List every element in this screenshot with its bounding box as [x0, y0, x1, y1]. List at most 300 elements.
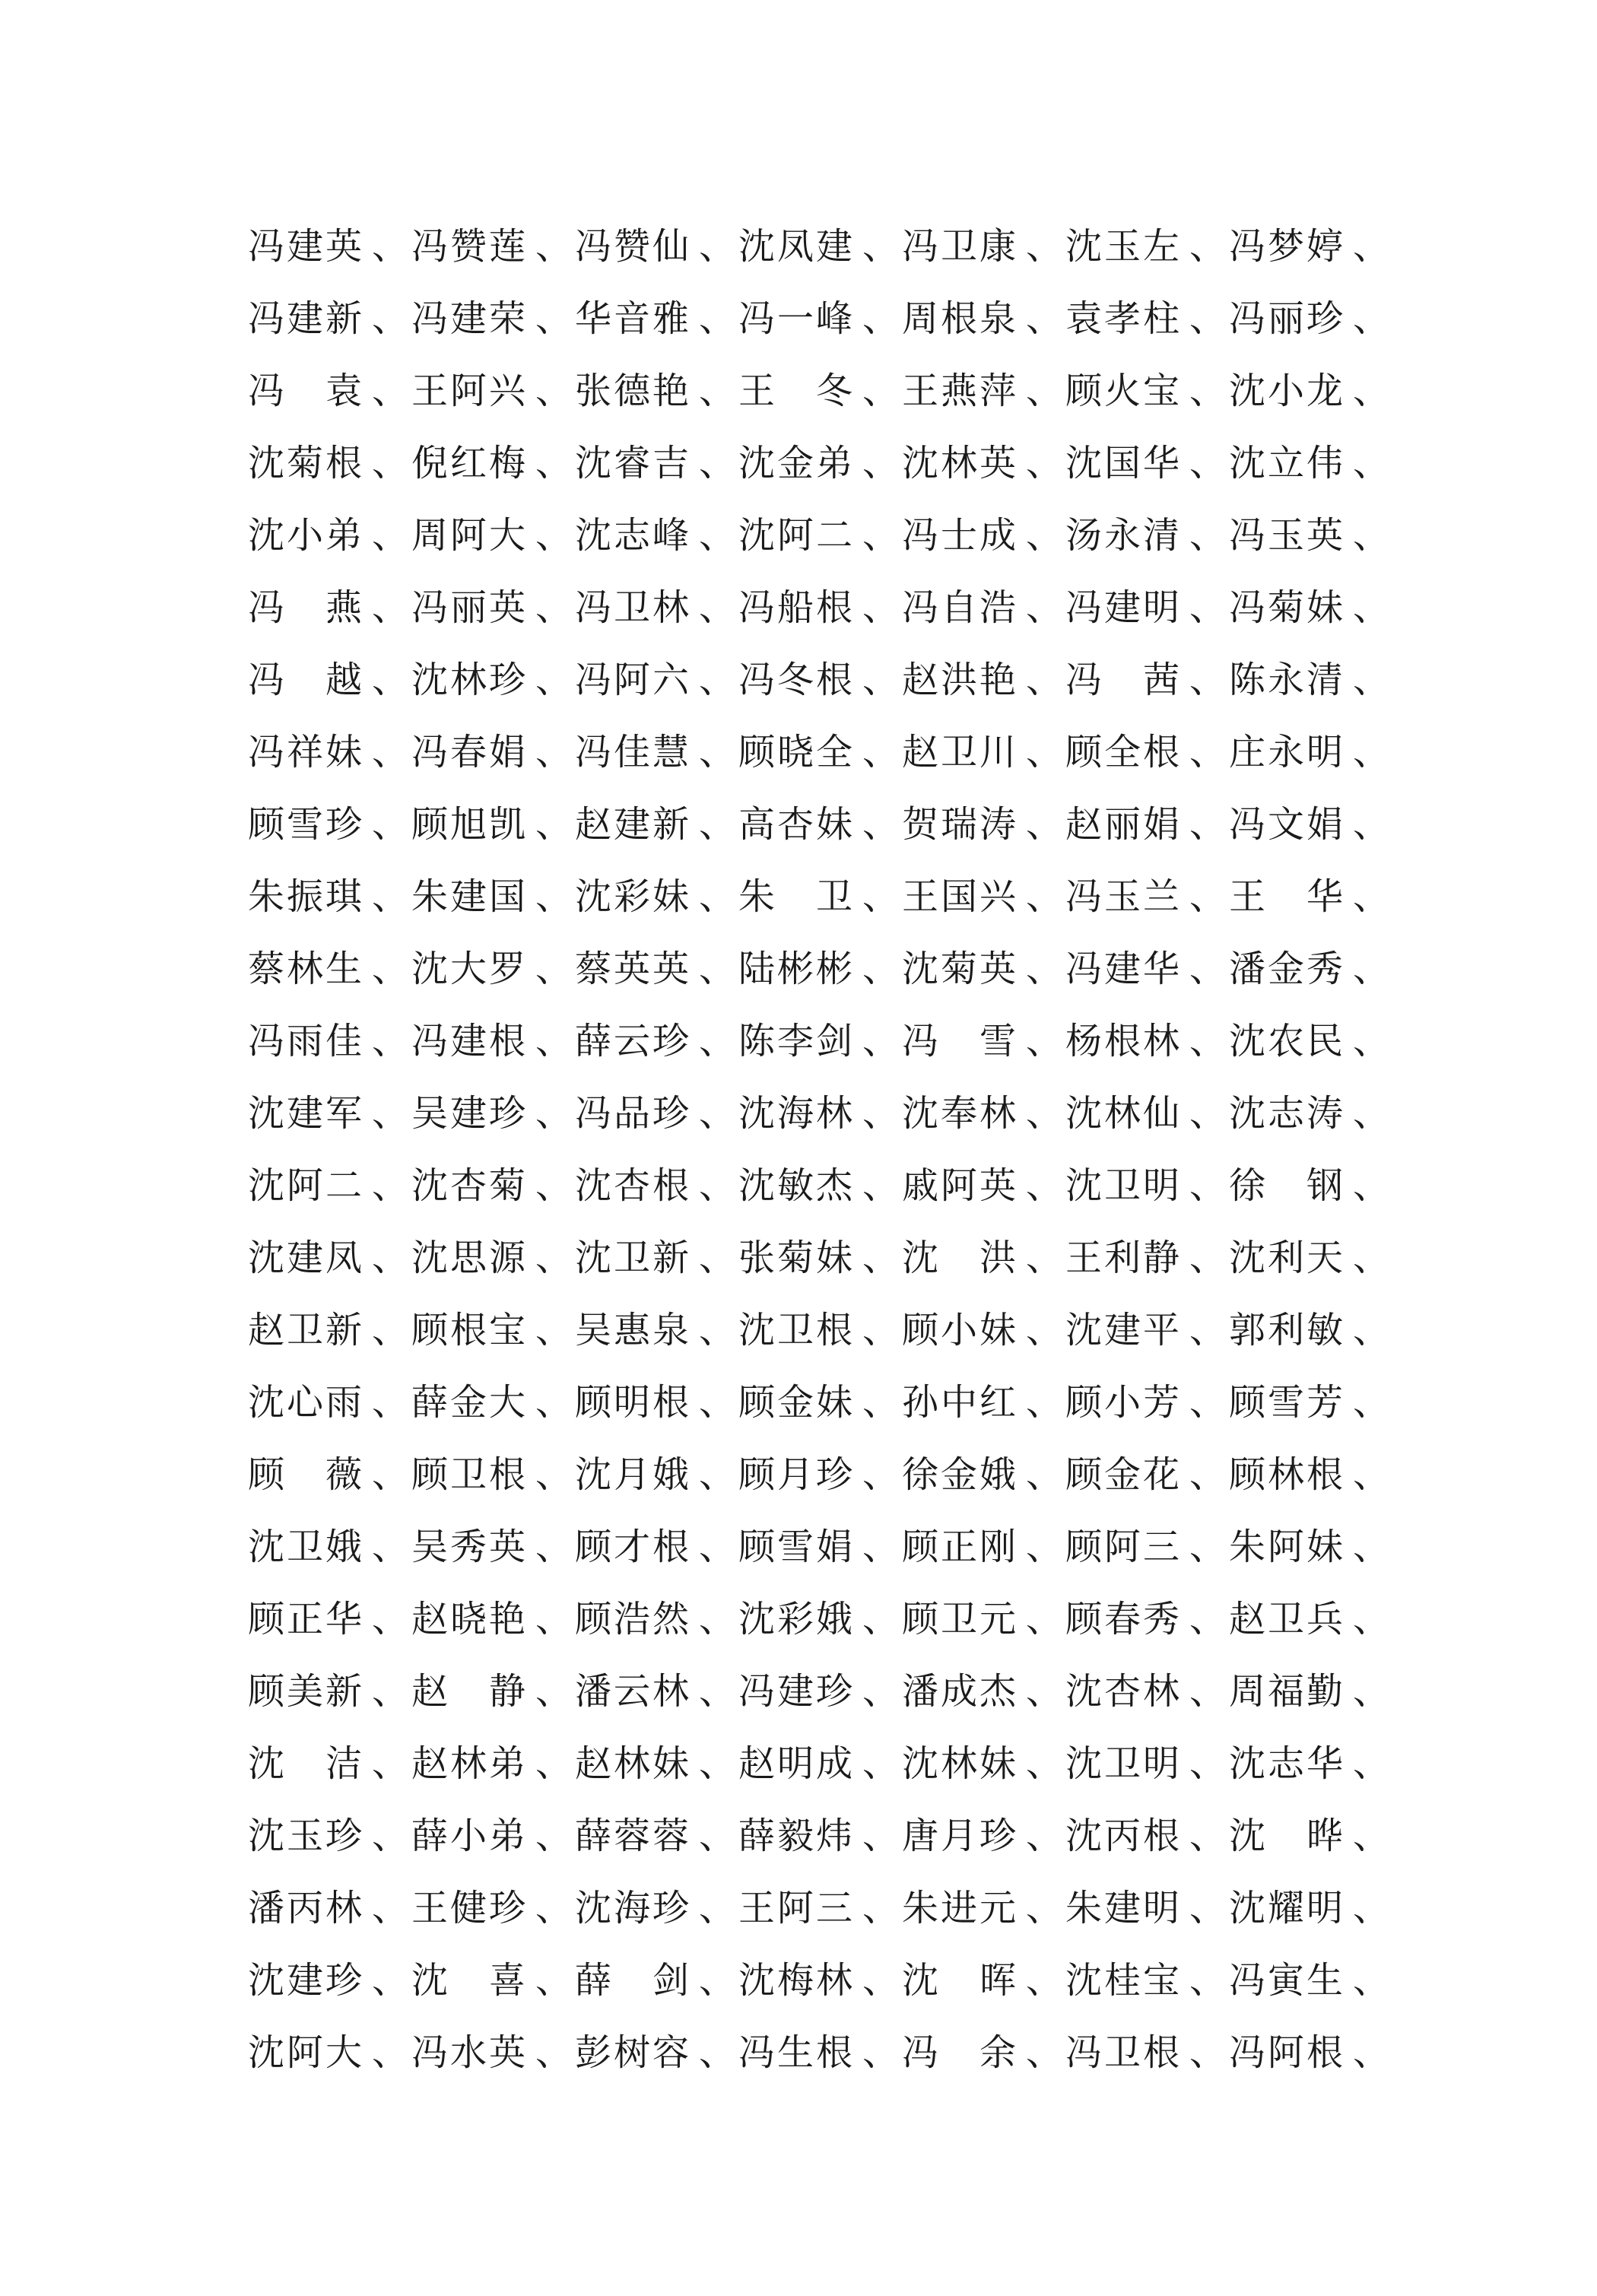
name-entry [411, 875, 575, 918]
person-name: 沈 阿 二 [738, 513, 852, 557]
name-entry [738, 1091, 902, 1135]
name-separator: 、 [1026, 730, 1063, 773]
person-name: 赵 丽 娟 [1065, 802, 1179, 846]
name-separator: 、 [535, 658, 573, 701]
name-entry [575, 586, 738, 629]
person-name: 冯 阿 根 [1229, 2031, 1343, 2074]
person-name: 潘 丙 林 [248, 1886, 362, 1929]
person-name: 沈 建 珍 [248, 1958, 362, 2002]
person-name: 沈 林 仙 [1065, 1091, 1179, 1135]
name-separator: 、 [535, 297, 573, 340]
name-separator: 、 [1026, 1236, 1063, 1279]
name-entry [1229, 947, 1392, 990]
name-separator: 、 [862, 947, 900, 990]
person-name: 沈 晔 [1229, 1814, 1343, 1857]
name-row [248, 354, 1404, 427]
person-name: 沈 小 弟 [248, 513, 362, 557]
name-separator: 、 [699, 1164, 736, 1207]
name-entry [1229, 2031, 1392, 2074]
name-entry [411, 1019, 575, 1062]
name-separator: 、 [862, 1886, 900, 1929]
name-entry [902, 1886, 1065, 1929]
person-name: 潘 云 林 [575, 1669, 689, 1713]
name-separator: 、 [1189, 1019, 1227, 1062]
name-separator: 、 [862, 1236, 900, 1279]
name-row [248, 643, 1404, 716]
person-name: 冯 一 峰 [738, 297, 852, 340]
name-separator: 、 [1026, 1164, 1063, 1207]
person-name: 顾 才 根 [575, 1525, 689, 1568]
name-separator: 、 [1189, 1453, 1227, 1496]
name-separator: 、 [1189, 1958, 1227, 2002]
person-name: 赵 静 [411, 1669, 525, 1713]
person-name: 顾 阿 三 [1065, 1525, 1179, 1568]
person-name: 顾 根 宝 [411, 1308, 525, 1351]
name-separator: 、 [862, 658, 900, 701]
person-name: 朱 卫 [738, 875, 852, 918]
name-entry [411, 802, 575, 846]
name-entry [248, 730, 411, 773]
person-name: 顾 金 花 [1065, 1453, 1179, 1496]
name-separator: 、 [1189, 1380, 1227, 1424]
name-separator: 、 [535, 369, 573, 412]
name-entry [1229, 1380, 1392, 1424]
name-entry [575, 1958, 738, 2002]
person-name: 冯 阿 六 [575, 658, 689, 701]
person-name: 顾 小 芳 [1065, 1380, 1179, 1424]
person-name: 徐 金 娥 [902, 1453, 1016, 1496]
name-entry [738, 1814, 902, 1857]
name-entry [738, 730, 902, 773]
name-entry [575, 224, 738, 268]
name-row [248, 1510, 1404, 1583]
name-entry [575, 1669, 738, 1713]
name-separator: 、 [862, 1308, 900, 1351]
name-entry [575, 297, 738, 340]
person-name: 赵 洪 艳 [902, 658, 1016, 701]
name-entry [1229, 1019, 1392, 1062]
name-separator: 、 [535, 1236, 573, 1279]
name-separator: 、 [1189, 513, 1227, 557]
name-row [248, 1872, 1404, 1944]
name-entry [738, 2031, 902, 2074]
name-entry [1229, 802, 1392, 846]
person-name: 沈 志 华 [1229, 1742, 1343, 1785]
person-name: 冯 建 华 [1065, 947, 1179, 990]
name-separator: 、 [535, 586, 573, 629]
name-separator: 、 [1026, 224, 1063, 268]
person-name: 沈 喜 [411, 1958, 525, 2002]
name-separator: 、 [1353, 369, 1390, 412]
name-entry [411, 369, 575, 412]
name-entry [1229, 1164, 1392, 1207]
person-name: 顾 小 妹 [902, 1308, 1016, 1351]
name-entry [1065, 1958, 1229, 2002]
name-entry [1065, 658, 1229, 701]
name-separator: 、 [372, 730, 409, 773]
person-name: 沈 大 罗 [411, 947, 525, 990]
name-entry [575, 1742, 738, 1785]
name-separator: 、 [1353, 658, 1390, 701]
name-separator: 、 [372, 441, 409, 484]
name-separator: 、 [1026, 1814, 1063, 1857]
name-separator: 、 [1189, 802, 1227, 846]
name-separator: 、 [372, 1091, 409, 1135]
name-entry [411, 730, 575, 773]
name-entry [248, 224, 411, 268]
person-name: 冯 燕 [248, 586, 362, 629]
person-name: 王 冬 [738, 369, 852, 412]
name-separator: 、 [1353, 297, 1390, 340]
name-separator: 、 [372, 802, 409, 846]
name-separator: 、 [1026, 1019, 1063, 1062]
name-entry [902, 1814, 1065, 1857]
name-separator: 、 [372, 1236, 409, 1279]
name-separator: 、 [1189, 1669, 1227, 1713]
person-name: 冯 余 [902, 2031, 1016, 2074]
name-entry [248, 1814, 411, 1857]
person-name: 孙 中 红 [902, 1380, 1016, 1424]
name-entry [1065, 1380, 1229, 1424]
name-entry [738, 1453, 902, 1496]
person-name: 薛 剑 [575, 1958, 689, 2002]
person-name: 冯 雨 佳 [248, 1019, 362, 1062]
name-separator: 、 [1189, 1308, 1227, 1351]
name-entry [738, 224, 902, 268]
name-separator: 、 [699, 802, 736, 846]
name-entry [1229, 224, 1392, 268]
name-separator: 、 [372, 1164, 409, 1207]
name-entry [575, 1308, 738, 1351]
name-entry [902, 2031, 1065, 2074]
name-entry [902, 1164, 1065, 1207]
person-name: 朱 进 元 [902, 1886, 1016, 1929]
name-entry [411, 1164, 575, 1207]
person-name: 顾 雪 芳 [1229, 1380, 1343, 1424]
person-name: 沈 桂 宝 [1065, 1958, 1179, 2002]
person-name: 薛 云 珍 [575, 1019, 689, 1062]
name-entry [1229, 1886, 1392, 1929]
person-name: 沈 利 天 [1229, 1236, 1343, 1279]
name-entry [1229, 1742, 1392, 1785]
person-name: 戚 阿 英 [902, 1164, 1016, 1207]
name-separator: 、 [1026, 297, 1063, 340]
name-separator: 、 [535, 1814, 573, 1857]
person-name: 薛 毅 炜 [738, 1814, 852, 1857]
person-name: 沈 杏 菊 [411, 1164, 525, 1207]
person-name: 冯 卫 根 [1065, 2031, 1179, 2074]
name-entry [411, 947, 575, 990]
name-entry [575, 658, 738, 701]
name-entry [411, 1236, 575, 1279]
person-name: 沈 卫 明 [1065, 1742, 1179, 1785]
name-entry [575, 947, 738, 990]
name-separator: 、 [1026, 947, 1063, 990]
name-separator: 、 [1189, 658, 1227, 701]
name-separator: 、 [699, 947, 736, 990]
name-separator: 、 [372, 1525, 409, 1568]
name-separator: 、 [1353, 730, 1390, 773]
person-name: 赵 卫 新 [248, 1308, 362, 1351]
name-entry [248, 1236, 411, 1279]
person-name: 冯 建 明 [1065, 586, 1179, 629]
person-name: 顾 全 根 [1065, 730, 1179, 773]
person-name: 沈 建 平 [1065, 1308, 1179, 1351]
person-name: 沈 金 弟 [738, 441, 852, 484]
person-name: 华 音 雅 [575, 297, 689, 340]
name-entry [248, 1380, 411, 1424]
name-entry [902, 947, 1065, 990]
name-row [248, 1944, 1404, 2016]
name-separator: 、 [1353, 1380, 1390, 1424]
person-name: 顾 正 刚 [902, 1525, 1016, 1568]
person-name: 贺 瑞 涛 [902, 802, 1016, 846]
name-separator: 、 [699, 513, 736, 557]
name-separator: 、 [862, 2031, 900, 2074]
name-separator: 、 [535, 441, 573, 484]
name-separator: 、 [699, 1091, 736, 1135]
name-entry [1229, 1091, 1392, 1135]
name-entry [738, 1164, 902, 1207]
person-name: 沈 卫 根 [738, 1308, 852, 1351]
person-name: 沈 建 军 [248, 1091, 362, 1135]
name-entry [575, 1453, 738, 1496]
name-row [248, 499, 1404, 571]
name-separator: 、 [1189, 1814, 1227, 1857]
person-name: 沈 玉 珍 [248, 1814, 362, 1857]
name-separator: 、 [1353, 875, 1390, 918]
person-name: 王 利 静 [1065, 1236, 1179, 1279]
name-separator: 、 [535, 802, 573, 846]
name-separator: 、 [535, 513, 573, 557]
name-separator: 、 [699, 658, 736, 701]
person-name: 顾 金 妹 [738, 1380, 852, 1424]
name-separator: 、 [1026, 1380, 1063, 1424]
name-separator: 、 [372, 2031, 409, 2074]
name-entry [1065, 513, 1229, 557]
person-name: 冯 赞 仙 [575, 224, 689, 268]
person-name: 徐 钢 [1229, 1164, 1343, 1207]
name-entry [738, 802, 902, 846]
person-name: 沈 志 峰 [575, 513, 689, 557]
person-name: 张 德 艳 [575, 369, 689, 412]
name-separator: 、 [699, 1886, 736, 1929]
name-separator: 、 [1026, 802, 1063, 846]
person-name: 沈 阿 大 [248, 2031, 362, 2074]
name-entry [411, 1886, 575, 1929]
name-entry [248, 1597, 411, 1640]
name-entry [1065, 802, 1229, 846]
person-name: 陆 彬 彬 [738, 947, 852, 990]
name-entry [411, 1091, 575, 1135]
name-entry [575, 1380, 738, 1424]
name-separator: 、 [535, 947, 573, 990]
name-separator: 、 [699, 1380, 736, 1424]
name-separator: 、 [862, 224, 900, 268]
name-entry [411, 658, 575, 701]
name-separator: 、 [372, 658, 409, 701]
name-separator: 、 [699, 1958, 736, 2002]
name-separator: 、 [862, 1597, 900, 1640]
name-separator: 、 [1353, 1669, 1390, 1713]
person-name: 冯 建 根 [411, 1019, 525, 1062]
name-separator: 、 [372, 1308, 409, 1351]
name-row [248, 716, 1404, 788]
name-separator: 、 [862, 1669, 900, 1713]
person-name: 沈 国 华 [1065, 441, 1179, 484]
person-name: 冯 寅 生 [1229, 1958, 1343, 2002]
name-separator: 、 [699, 1236, 736, 1279]
person-name: 薛 蓉 蓉 [575, 1814, 689, 1857]
name-entry [1065, 1597, 1229, 1640]
name-separator: 、 [372, 1453, 409, 1496]
name-entry [411, 1525, 575, 1568]
name-separator: 、 [1353, 2031, 1390, 2074]
name-separator: 、 [1189, 947, 1227, 990]
name-entry [1229, 1236, 1392, 1279]
person-name: 冯 自 浩 [902, 586, 1016, 629]
person-name: 王 阿 兴 [411, 369, 525, 412]
person-name: 朱 建 明 [1065, 1886, 1179, 1929]
person-name: 沈 心 雨 [248, 1380, 362, 1424]
person-name: 吴 秀 英 [411, 1525, 525, 1568]
name-row [248, 1221, 1404, 1294]
name-entry [411, 513, 575, 557]
name-separator: 、 [699, 1308, 736, 1351]
name-separator: 、 [1189, 586, 1227, 629]
name-separator: 、 [862, 1380, 900, 1424]
name-entry [902, 1742, 1065, 1785]
name-separator: 、 [1026, 1669, 1063, 1713]
person-name: 赵 卫 川 [902, 730, 1016, 773]
name-separator: 、 [535, 2031, 573, 2074]
name-separator: 、 [699, 441, 736, 484]
name-row [248, 1149, 1404, 1221]
name-separator: 、 [1189, 441, 1227, 484]
person-name: 沈 卫 明 [1065, 1164, 1179, 1207]
name-entry [1065, 730, 1229, 773]
person-name: 冯 丽 英 [411, 586, 525, 629]
person-name: 顾 春 秀 [1065, 1597, 1179, 1640]
name-separator: 、 [535, 1742, 573, 1785]
name-separator: 、 [1353, 513, 1390, 557]
person-name: 蔡 林 生 [248, 947, 362, 990]
name-entry [902, 1669, 1065, 1713]
name-entry [411, 1669, 575, 1713]
name-separator: 、 [535, 875, 573, 918]
name-separator: 、 [1189, 1597, 1227, 1640]
name-separator: 、 [372, 297, 409, 340]
name-entry [1065, 1236, 1229, 1279]
name-row [248, 427, 1404, 499]
person-name: 王 国 兴 [902, 875, 1016, 918]
name-entry [902, 1597, 1065, 1640]
name-separator: 、 [699, 369, 736, 412]
person-name: 沈 晖 [902, 1958, 1016, 2002]
name-separator: 、 [1353, 1886, 1390, 1929]
name-separator: 、 [1189, 730, 1227, 773]
name-separator: 、 [1353, 947, 1390, 990]
name-entry [575, 1525, 738, 1568]
name-row [248, 1294, 1404, 1366]
name-separator: 、 [1353, 1814, 1390, 1857]
name-entry [1229, 513, 1392, 557]
name-separator: 、 [699, 2031, 736, 2074]
name-entry [1229, 875, 1392, 918]
name-separator: 、 [1026, 1091, 1063, 1135]
person-name: 冯 卫 林 [575, 586, 689, 629]
name-entry [248, 1525, 411, 1568]
name-entry [248, 1669, 411, 1713]
person-name: 沈 志 涛 [1229, 1091, 1343, 1135]
name-separator: 、 [1189, 224, 1227, 268]
name-separator: 、 [699, 730, 736, 773]
person-name: 冯 建 新 [248, 297, 362, 340]
name-separator: 、 [1353, 224, 1390, 268]
name-separator: 、 [1189, 1236, 1227, 1279]
name-separator: 、 [862, 802, 900, 846]
name-entry [248, 441, 411, 484]
name-entry [738, 586, 902, 629]
name-entry [248, 1958, 411, 2002]
name-row [248, 1799, 1404, 1872]
person-name: 顾 林 根 [1229, 1453, 1343, 1496]
name-entry [248, 369, 411, 412]
name-entry [1065, 1164, 1229, 1207]
person-name: 沈 海 珍 [575, 1886, 689, 1929]
person-name: 薛 金 大 [411, 1380, 525, 1424]
name-row [248, 1655, 1404, 1727]
name-separator: 、 [1189, 1886, 1227, 1929]
person-name: 冯 茜 [1065, 658, 1179, 701]
name-separator: 、 [535, 730, 573, 773]
person-name: 沈 阿 二 [248, 1164, 362, 1207]
name-entry [575, 802, 738, 846]
name-row [248, 932, 1404, 1005]
name-separator: 、 [862, 369, 900, 412]
name-row [248, 860, 1404, 932]
name-entry [1229, 658, 1392, 701]
person-name: 冯 佳 慧 [575, 730, 689, 773]
name-separator: 、 [372, 1742, 409, 1785]
name-entry [738, 441, 902, 484]
name-entry [411, 1597, 575, 1640]
name-entry [411, 586, 575, 629]
name-row [248, 788, 1404, 860]
name-separator: 、 [1026, 1886, 1063, 1929]
name-entry [575, 730, 738, 773]
person-name: 赵 林 弟 [411, 1742, 525, 1785]
person-name: 沈 杏 林 [1065, 1669, 1179, 1713]
person-name: 顾 雪 娟 [738, 1525, 852, 1568]
name-separator: 、 [1189, 2031, 1227, 2074]
person-name: 顾 薇 [248, 1453, 362, 1496]
person-name: 冯 袁 [248, 369, 362, 412]
name-row [248, 1438, 1404, 1510]
person-name: 沈 丙 根 [1065, 1814, 1179, 1857]
name-entry [575, 1814, 738, 1857]
name-separator: 、 [372, 1886, 409, 1929]
name-entry [902, 802, 1065, 846]
name-separator: 、 [372, 1380, 409, 1424]
person-name: 沈 林 珍 [411, 658, 525, 701]
person-name: 朱 阿 妹 [1229, 1525, 1343, 1568]
person-name: 彭 树 容 [575, 2031, 689, 2074]
person-name: 冯 菊 妹 [1229, 586, 1343, 629]
name-entry [1229, 1308, 1392, 1351]
name-separator: 、 [1353, 586, 1390, 629]
person-name: 赵 林 妹 [575, 1742, 689, 1785]
